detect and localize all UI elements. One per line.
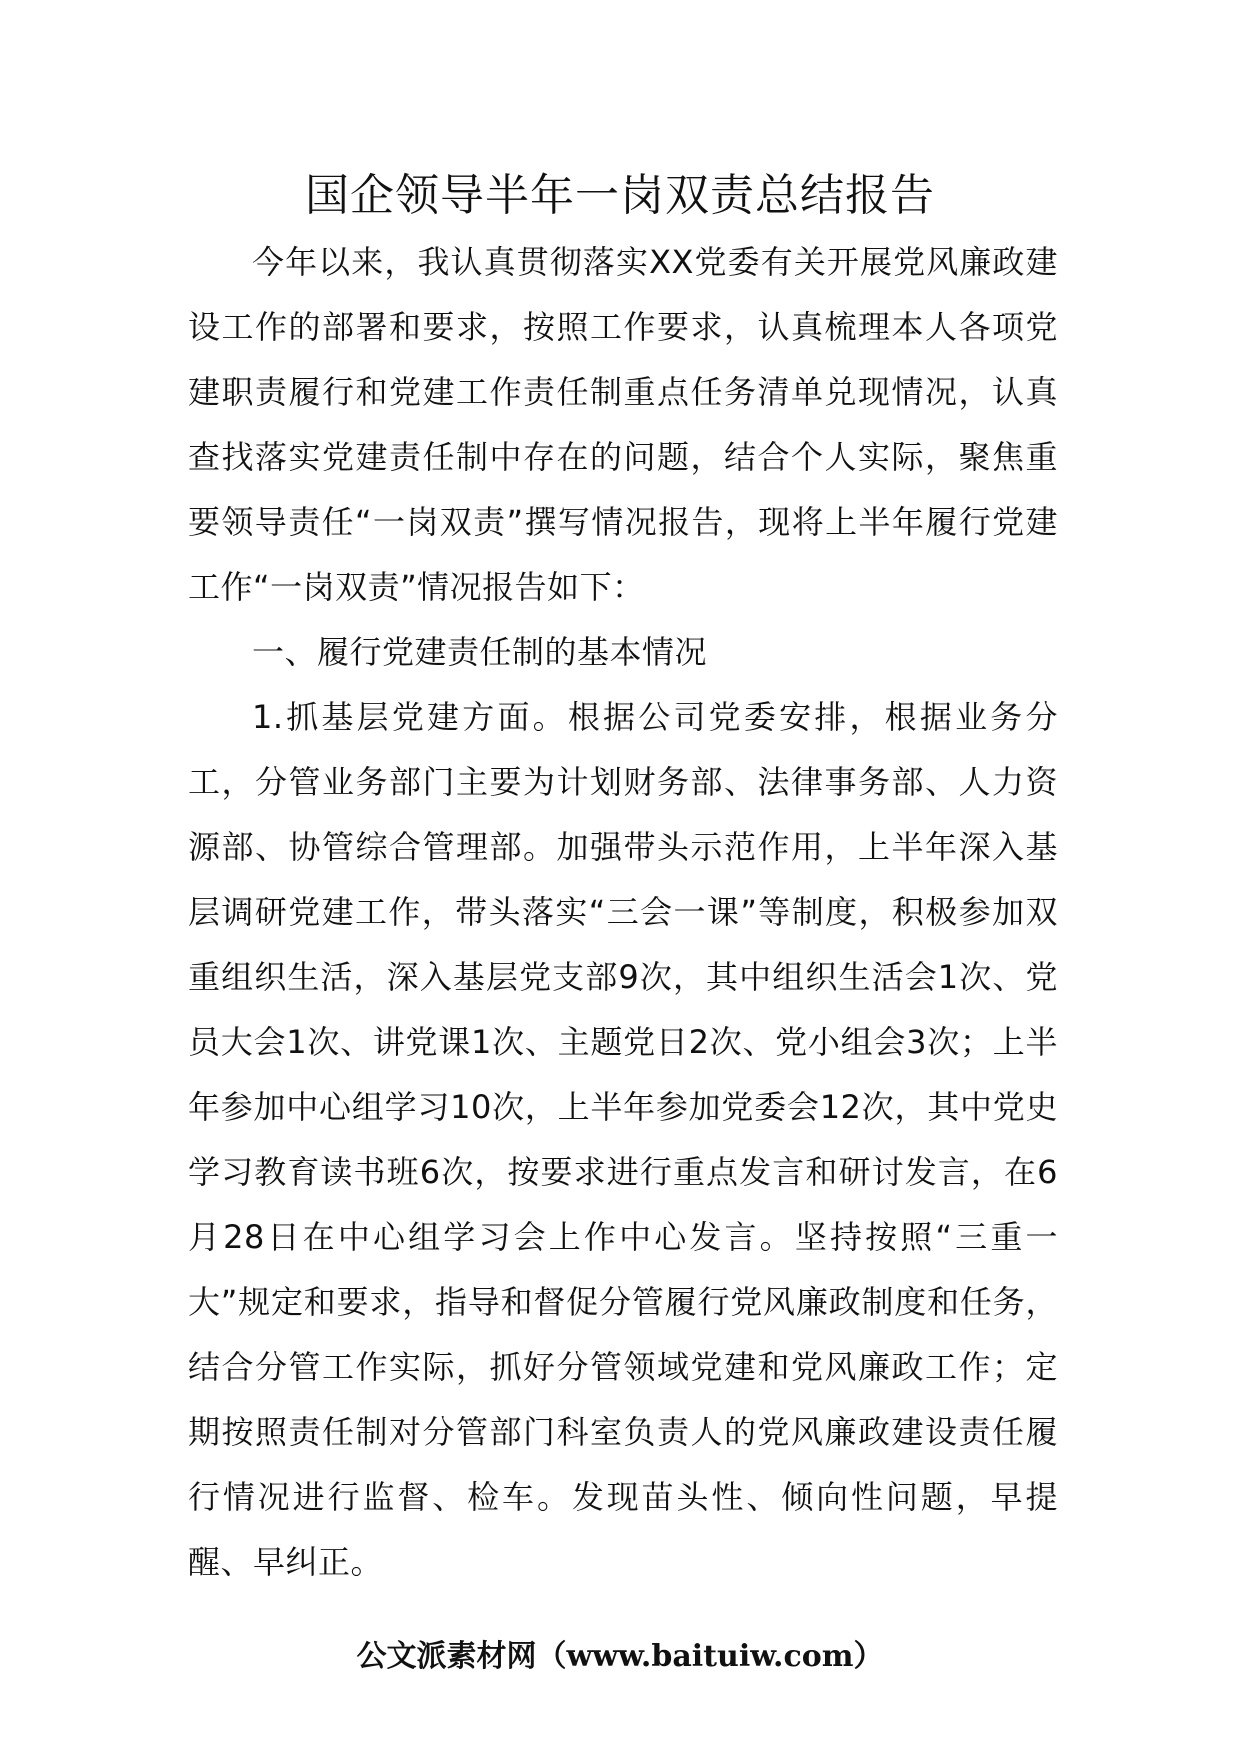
document-body — [188, 230, 1058, 1595]
paragraph-intro: 今年以来，我认真贯彻落实XX党委有关开展党风廉政建设工作的部署和要求，按照工作要求，认真梳理本人各项党建职责履行和党建工作责任制重点任务清单兑现情况，认真查找落实党建责任制中存在的问题，结合个人实际，聚焦重要领导责任“一岗双责”撰写情况报告，现将上半年履行党建工作“一岗双责”情况报告如下： — [188, 243, 1058, 606]
document-title: 国企领导半年一岗双责总结报告 — [305, 170, 935, 221]
paragraph-grassroots: 1.抓基层党建方面。根据公司党委安排，根据业务分工，分管业务部门主要为计划财务部、法律事务部、人力资源部、协管综合管理部。加强带头示范作用，上半年深入基层调研党建工作，带头落实“三会一课”等制度，积极参加双重组织生活，深入基层党支部9次，其中组织生活会1次、党员大会1次、讲党课1次、主题党日2次、党小组会3次；上半年参加中心组学习10次，上半年参加党委会12次，其中党史学习教育读书班6次，按要求进行重点发言和研讨发言，在6月28日在中心组学习会上作中心发言。坚持按照“三重一大”规定和要求，指导和督促分管履行党风廉政制度和任务，结合分管工作实际，抓好分管领域党建和党风廉政工作；定期按照责任制对分管部门科室负责人的党风廉政建设责任履行情况进行监督、检车。发现苗头性、倾向性问题，早提醒、早纠正。 — [188, 698, 1058, 1581]
footer-watermark: 公文派素材网（www.baituiw.com） — [356, 1639, 884, 1674]
section-heading: 一、履行党建责任制的基本情况 — [252, 633, 708, 671]
